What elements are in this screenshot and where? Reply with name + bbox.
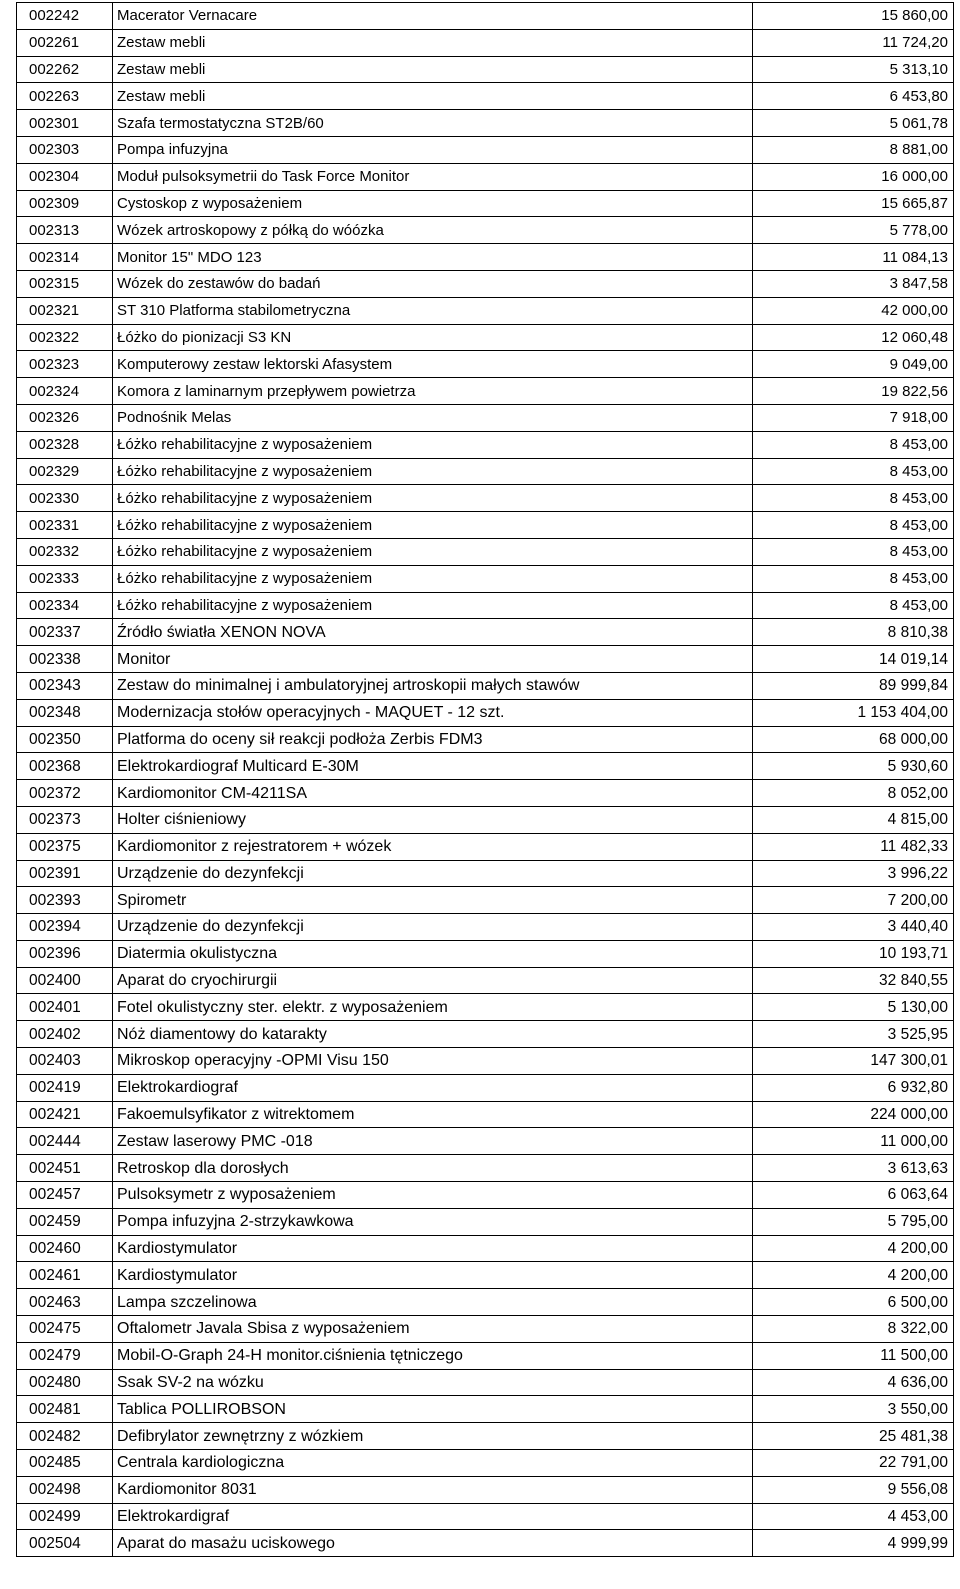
item-value-cell: 3 550,00	[753, 1396, 954, 1423]
item-name-cell: Elektrokardigraf	[113, 1503, 753, 1530]
inventory-sheet	[16, 2, 953, 1557]
inventory-code-cell: 002338	[17, 646, 113, 673]
item-value-cell: 11 500,00	[753, 1342, 954, 1369]
item-name-cell: Komora z laminarnym przepływem powietrza	[113, 378, 753, 405]
inventory-code-cell: 002457	[17, 1182, 113, 1209]
inventory-table-body	[17, 3, 954, 1557]
item-name-cell: Defibrylator zewnętrzny z wózkiem	[113, 1423, 753, 1450]
table-row	[17, 1396, 954, 1423]
inventory-code-cell: 002263	[17, 83, 113, 110]
item-name-cell: Kardiomonitor z rejestratorem + wózek	[113, 833, 753, 860]
table-row	[17, 3, 954, 30]
item-value-cell: 5 130,00	[753, 994, 954, 1021]
item-name-cell: Kardiomonitor 8031	[113, 1476, 753, 1503]
item-name-cell: Zestaw do minimalnej i ambulatoryjnej artroskopii małych stawów	[113, 672, 753, 699]
item-value-cell: 9 556,08	[753, 1476, 954, 1503]
item-value-cell: 14 019,14	[753, 646, 954, 673]
item-value-cell: 5 795,00	[753, 1208, 954, 1235]
inventory-code-cell: 002261	[17, 29, 113, 56]
item-value-cell: 8 881,00	[753, 136, 954, 163]
item-name-cell: Komputerowy zestaw lektorski Afasystem	[113, 351, 753, 378]
inventory-code-cell: 002315	[17, 270, 113, 297]
table-row	[17, 565, 954, 592]
table-row	[17, 646, 954, 673]
inventory-code-cell: 002330	[17, 485, 113, 512]
item-name-cell: Centrala kardiologiczna	[113, 1450, 753, 1477]
inventory-code-cell: 002309	[17, 190, 113, 217]
table-row	[17, 1423, 954, 1450]
inventory-code-cell: 002373	[17, 806, 113, 833]
table-row	[17, 1262, 954, 1289]
item-name-cell: Retroskop dla dorosłych	[113, 1155, 753, 1182]
item-name-cell: Elektrokardiograf Multicard E-30M	[113, 753, 753, 780]
inventory-code-cell: 002348	[17, 699, 113, 726]
table-row	[17, 887, 954, 914]
inventory-code-cell: 002421	[17, 1101, 113, 1128]
table-row	[17, 1101, 954, 1128]
item-value-cell: 6 063,64	[753, 1182, 954, 1209]
inventory-code-cell: 002350	[17, 726, 113, 753]
item-value-cell: 8 453,00	[753, 512, 954, 539]
inventory-code-cell: 002451	[17, 1155, 113, 1182]
item-name-cell: Pulsoksymetr z wyposażeniem	[113, 1182, 753, 1209]
item-value-cell: 8 810,38	[753, 619, 954, 646]
table-row	[17, 967, 954, 994]
item-value-cell: 5 930,60	[753, 753, 954, 780]
inventory-code-cell: 002401	[17, 994, 113, 1021]
item-value-cell: 8 453,00	[753, 485, 954, 512]
inventory-code-cell: 002481	[17, 1396, 113, 1423]
table-row	[17, 699, 954, 726]
item-name-cell: Wózek do zestawów do badań	[113, 270, 753, 297]
item-value-cell: 3 996,22	[753, 860, 954, 887]
table-row	[17, 404, 954, 431]
item-value-cell: 4 453,00	[753, 1503, 954, 1530]
table-row	[17, 1021, 954, 1048]
item-name-cell: Modernizacja stołów operacyjnych - MAQUET - 12 szt.	[113, 699, 753, 726]
item-name-cell: Urządzenie do dezynfekcji	[113, 914, 753, 941]
table-row	[17, 592, 954, 619]
item-value-cell: 5 061,78	[753, 110, 954, 137]
table-row	[17, 163, 954, 190]
item-value-cell: 11 724,20	[753, 29, 954, 56]
item-name-cell: Kardiostymulator	[113, 1235, 753, 1262]
item-value-cell: 42 000,00	[753, 297, 954, 324]
item-name-cell: Łóżko rehabilitacyjne z wyposażeniem	[113, 458, 753, 485]
inventory-code-cell: 002332	[17, 538, 113, 565]
inventory-code-cell: 002504	[17, 1530, 113, 1557]
item-name-cell: Oftalometr Javala Sbisa z wyposażeniem	[113, 1316, 753, 1343]
item-name-cell: Łóżko rehabilitacyjne z wyposażeniem	[113, 592, 753, 619]
table-row	[17, 512, 954, 539]
item-name-cell: Spirometr	[113, 887, 753, 914]
table-row	[17, 351, 954, 378]
item-value-cell: 4 200,00	[753, 1235, 954, 1262]
item-name-cell: Zestaw mebli	[113, 83, 753, 110]
table-row	[17, 297, 954, 324]
table-row	[17, 485, 954, 512]
item-value-cell: 7 200,00	[753, 887, 954, 914]
table-row	[17, 270, 954, 297]
table-row	[17, 83, 954, 110]
item-value-cell: 11 084,13	[753, 244, 954, 271]
table-row	[17, 136, 954, 163]
table-row	[17, 1316, 954, 1343]
inventory-code-cell: 002242	[17, 3, 113, 30]
inventory-code-cell: 002322	[17, 324, 113, 351]
inventory-code-cell: 002326	[17, 404, 113, 431]
item-value-cell: 22 791,00	[753, 1450, 954, 1477]
table-row	[17, 726, 954, 753]
item-value-cell: 4 636,00	[753, 1369, 954, 1396]
table-row	[17, 806, 954, 833]
table-row	[17, 538, 954, 565]
table-row	[17, 1235, 954, 1262]
item-value-cell: 224 000,00	[753, 1101, 954, 1128]
item-name-cell: Tablica POLLIROBSON	[113, 1396, 753, 1423]
table-row	[17, 217, 954, 244]
item-name-cell: Nóż diamentowy do katarakty	[113, 1021, 753, 1048]
table-row	[17, 619, 954, 646]
table-row	[17, 940, 954, 967]
item-name-cell: Holter ciśnieniowy	[113, 806, 753, 833]
inventory-code-cell: 002321	[17, 297, 113, 324]
item-name-cell: Moduł pulsoksymetrii do Task Force Monitor	[113, 163, 753, 190]
item-value-cell: 8 052,00	[753, 780, 954, 807]
item-name-cell: Źródło światła XENON NOVA	[113, 619, 753, 646]
item-name-cell: Łóżko rehabilitacyjne z wyposażeniem	[113, 485, 753, 512]
table-row	[17, 1182, 954, 1209]
inventory-code-cell: 002323	[17, 351, 113, 378]
item-name-cell: Mobil-O-Graph 24-H monitor.ciśnienia tętniczego	[113, 1342, 753, 1369]
item-value-cell: 1 153 404,00	[753, 699, 954, 726]
item-name-cell: Fakoemulsyfikator z witrektomem	[113, 1101, 753, 1128]
inventory-table	[16, 2, 954, 1557]
inventory-code-cell: 002393	[17, 887, 113, 914]
item-name-cell: Łóżko rehabilitacyjne z wyposażeniem	[113, 538, 753, 565]
inventory-code-cell: 002419	[17, 1074, 113, 1101]
item-value-cell: 25 481,38	[753, 1423, 954, 1450]
inventory-code-cell: 002301	[17, 110, 113, 137]
item-value-cell: 32 840,55	[753, 967, 954, 994]
item-value-cell: 11 482,33	[753, 833, 954, 860]
inventory-code-cell: 002331	[17, 512, 113, 539]
inventory-code-cell: 002444	[17, 1128, 113, 1155]
item-name-cell: Zestaw laserowy PMC -018	[113, 1128, 753, 1155]
item-value-cell: 12 060,48	[753, 324, 954, 351]
inventory-code-cell: 002391	[17, 860, 113, 887]
item-value-cell: 3 440,40	[753, 914, 954, 941]
table-row	[17, 110, 954, 137]
inventory-code-cell: 002343	[17, 672, 113, 699]
table-row	[17, 1530, 954, 1557]
table-row	[17, 1503, 954, 1530]
item-name-cell: Łóżko rehabilitacyjne z wyposażeniem	[113, 512, 753, 539]
inventory-code-cell: 002334	[17, 592, 113, 619]
table-row	[17, 1128, 954, 1155]
item-name-cell: Łóżko rehabilitacyjne z wyposażeniem	[113, 431, 753, 458]
table-row	[17, 833, 954, 860]
item-name-cell: Zestaw mebli	[113, 29, 753, 56]
inventory-code-cell: 002485	[17, 1450, 113, 1477]
table-row	[17, 1342, 954, 1369]
table-row	[17, 914, 954, 941]
inventory-code-cell: 002475	[17, 1316, 113, 1343]
table-row	[17, 1450, 954, 1477]
item-value-cell: 15 665,87	[753, 190, 954, 217]
item-value-cell: 8 453,00	[753, 565, 954, 592]
inventory-code-cell: 002375	[17, 833, 113, 860]
item-value-cell: 147 300,01	[753, 1048, 954, 1075]
item-value-cell: 6 932,80	[753, 1074, 954, 1101]
table-row	[17, 860, 954, 887]
item-name-cell: Monitor	[113, 646, 753, 673]
item-name-cell: Kardiomonitor CM-4211SA	[113, 780, 753, 807]
table-row	[17, 1369, 954, 1396]
item-name-cell: Macerator Vernacare	[113, 3, 753, 30]
table-row	[17, 458, 954, 485]
item-value-cell: 3 847,58	[753, 270, 954, 297]
table-row	[17, 378, 954, 405]
table-row	[17, 190, 954, 217]
inventory-code-cell: 002368	[17, 753, 113, 780]
inventory-code-cell: 002314	[17, 244, 113, 271]
inventory-code-cell: 002337	[17, 619, 113, 646]
inventory-code-cell: 002459	[17, 1208, 113, 1235]
inventory-code-cell: 002403	[17, 1048, 113, 1075]
item-value-cell: 8 453,00	[753, 431, 954, 458]
item-value-cell: 89 999,84	[753, 672, 954, 699]
item-value-cell: 4 200,00	[753, 1262, 954, 1289]
item-name-cell: Urządzenie do dezynfekcji	[113, 860, 753, 887]
item-value-cell: 68 000,00	[753, 726, 954, 753]
item-value-cell: 11 000,00	[753, 1128, 954, 1155]
item-value-cell: 3 525,95	[753, 1021, 954, 1048]
item-name-cell: Podnośnik Melas	[113, 404, 753, 431]
inventory-code-cell: 002499	[17, 1503, 113, 1530]
item-name-cell: Ssak SV-2 na wózku	[113, 1369, 753, 1396]
item-name-cell: Zestaw mebli	[113, 56, 753, 83]
table-row	[17, 1289, 954, 1316]
inventory-code-cell: 002479	[17, 1342, 113, 1369]
table-row	[17, 753, 954, 780]
item-name-cell: ST 310 Platforma stabilometryczna	[113, 297, 753, 324]
inventory-code-cell: 002333	[17, 565, 113, 592]
item-value-cell: 4 815,00	[753, 806, 954, 833]
item-name-cell: Diatermia okulistyczna	[113, 940, 753, 967]
item-value-cell: 19 822,56	[753, 378, 954, 405]
item-name-cell: Cystoskop z wyposażeniem	[113, 190, 753, 217]
item-name-cell: Pompa infuzyjna 2-strzykawkowa	[113, 1208, 753, 1235]
inventory-code-cell: 002324	[17, 378, 113, 405]
item-name-cell: Monitor 15" MDO 123	[113, 244, 753, 271]
table-row	[17, 672, 954, 699]
item-name-cell: Kardiostymulator	[113, 1262, 753, 1289]
table-row	[17, 1208, 954, 1235]
item-value-cell: 10 193,71	[753, 940, 954, 967]
item-value-cell: 4 999,99	[753, 1530, 954, 1557]
item-value-cell: 16 000,00	[753, 163, 954, 190]
item-value-cell: 8 453,00	[753, 458, 954, 485]
inventory-code-cell: 002402	[17, 1021, 113, 1048]
item-value-cell: 8 322,00	[753, 1316, 954, 1343]
table-row	[17, 1048, 954, 1075]
item-name-cell: Fotel okulistyczny ster. elektr. z wyposażeniem	[113, 994, 753, 1021]
inventory-code-cell: 002498	[17, 1476, 113, 1503]
item-name-cell: Aparat do cryochirurgii	[113, 967, 753, 994]
item-name-cell: Lampa szczelinowa	[113, 1289, 753, 1316]
inventory-code-cell: 002372	[17, 780, 113, 807]
inventory-code-cell: 002304	[17, 163, 113, 190]
table-row	[17, 994, 954, 1021]
table-row	[17, 431, 954, 458]
inventory-code-cell: 002482	[17, 1423, 113, 1450]
table-row	[17, 56, 954, 83]
item-value-cell: 3 613,63	[753, 1155, 954, 1182]
inventory-code-cell: 002262	[17, 56, 113, 83]
item-value-cell: 6 453,80	[753, 83, 954, 110]
item-value-cell: 6 500,00	[753, 1289, 954, 1316]
item-value-cell: 5 778,00	[753, 217, 954, 244]
item-name-cell: Elektrokardiograf	[113, 1074, 753, 1101]
item-name-cell: Pompa infuzyjna	[113, 136, 753, 163]
inventory-code-cell: 002394	[17, 914, 113, 941]
item-name-cell: Wózek artroskopowy z półką do wóózka	[113, 217, 753, 244]
item-name-cell: Platforma do oceny sił reakcji podłoża Zerbis FDM3	[113, 726, 753, 753]
item-value-cell: 9 049,00	[753, 351, 954, 378]
table-row	[17, 1476, 954, 1503]
item-value-cell: 15 860,00	[753, 3, 954, 30]
item-value-cell: 5 313,10	[753, 56, 954, 83]
inventory-code-cell: 002396	[17, 940, 113, 967]
table-row	[17, 324, 954, 351]
table-row	[17, 780, 954, 807]
inventory-code-cell: 002480	[17, 1369, 113, 1396]
item-name-cell: Łóżko do pionizacji S3 KN	[113, 324, 753, 351]
inventory-code-cell: 002328	[17, 431, 113, 458]
inventory-code-cell: 002463	[17, 1289, 113, 1316]
inventory-code-cell: 002303	[17, 136, 113, 163]
item-name-cell: Aparat do masażu uciskowego	[113, 1530, 753, 1557]
table-row	[17, 244, 954, 271]
item-value-cell: 8 453,00	[753, 538, 954, 565]
inventory-code-cell: 002329	[17, 458, 113, 485]
item-value-cell: 7 918,00	[753, 404, 954, 431]
item-name-cell: Mikroskop operacyjny -OPMI Visu 150	[113, 1048, 753, 1075]
inventory-code-cell: 002460	[17, 1235, 113, 1262]
item-value-cell: 8 453,00	[753, 592, 954, 619]
item-name-cell: Szafa termostatyczna ST2B/60	[113, 110, 753, 137]
inventory-code-cell: 002400	[17, 967, 113, 994]
table-row	[17, 29, 954, 56]
table-row	[17, 1155, 954, 1182]
item-name-cell: Łóżko rehabilitacyjne z wyposażeniem	[113, 565, 753, 592]
table-row	[17, 1074, 954, 1101]
inventory-code-cell: 002461	[17, 1262, 113, 1289]
inventory-code-cell: 002313	[17, 217, 113, 244]
